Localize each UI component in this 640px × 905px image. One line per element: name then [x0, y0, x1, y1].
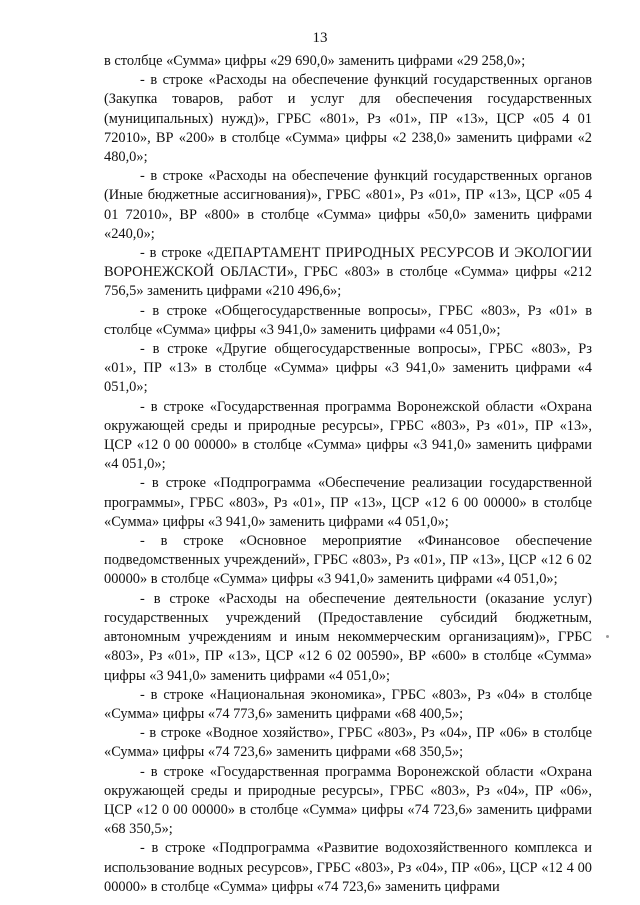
paragraph: - в строке «Расходы на обеспечение деятельности (оказание услуг) государственных учреждений (Предоставление субсидий бюджетным, автономным учреждениям и иным некоммерческим организациям)», ГРБС «803», Рз «01», ПР «13», ЦСР «12 6 02 00590», ВР «600» в столбце «Сумма» цифры «3 941,0» заменить цифрами «4 051,0»;: [104, 590, 592, 684]
paragraph: - в строке «Расходы на обеспечение функций государственных органов (Иные бюджетные ассигнования)», ГРБС «801», Рз «01», ПР «13», ЦСР «05 4 01 72010», ВР «800» в столбце «Сумма» цифры «50,0» заменить цифрами «240,0»;: [104, 168, 592, 242]
paragraph: - в строке «Другие общегосударственные вопросы», ГРБС «803», Рз «01», ПР «13» в столбце «Сумма» цифры «3 941,0» заменить цифрами «4 051,0»;: [104, 341, 592, 396]
paragraph: - в строке «Национальная экономика», ГРБС «803», Рз «04» в столбце «Сумма» цифры «74 773,6» заменить цифрами «68 400,5»;: [104, 686, 592, 722]
paragraph: - в строке «Расходы на обеспечение функций государственных органов (Закупка товаров, работ и услуг для обеспечения государственных (муниципальных) нужд)», ГРБС «801», Рз «01», ПР «13», ЦСР «05 4 01 72010», ВР «200» в столбце «Сумма» цифры «2 238,0» заменить цифрами «2 480,0»;: [104, 72, 592, 166]
paragraph: - в строке «Общегосударственные вопросы», ГРБС «803», Рз «01» в столбце «Сумма» цифры «3 941,0» заменить цифрами «4 051,0»;: [104, 302, 592, 338]
paragraph: - в строке «ДЕПАРТАМЕНТ ПРИРОДНЫХ РЕСУРСОВ И ЭКОЛОГИИ ВОРОНЕЖСКОЙ ОБЛАСТИ», ГРБС «803» в столбце «Сумма» цифры «212 756,5» заменить цифрами «210 496,6»;: [104, 245, 592, 300]
paragraph: - в строке «Основное мероприятие «Финансовое обеспечение подведомственных учреждений», ГРБС «803», Рз «01», ПР «13», ЦСР «12 6 02 00000» в столбце «Сумма» цифры «3 941,0» заменить цифрами «4 051,0»;: [104, 533, 592, 588]
paragraph: - в строке «Водное хозяйство», ГРБС «803», Рз «04», ПР «06» в столбце «Сумма» цифры «74 723,6» заменить цифрами «68 350,5»;: [104, 725, 592, 761]
scan-speck: [606, 635, 609, 638]
paragraph: - в строке «Подпрограмма «Обеспечение реализации государственной программы», ГРБС «803», Рз «01», ПР «13», ЦСР «12 6 00 00000» в столбце «Сумма» цифры «3 941,0» заменить цифрами «4 051,0»;: [104, 475, 592, 530]
document-body: [104, 52, 592, 897]
paragraph: - в строке «Подпрограмма «Развитие водохозяйственного комплекса и использование водных ресурсов», ГРБС «803», Рз «04», ПР «06», ЦСР «12 4 00 00000» в столбце «Сумма» цифры «74 723,6» заменить цифрами: [104, 840, 592, 895]
page-number: 13: [312, 30, 328, 46]
paragraph: в столбце «Сумма» цифры «29 690,0» заменить цифрами «29 258,0»;: [104, 53, 526, 69]
paragraph: - в строке «Государственная программа Воронежской области «Охрана окружающей среды и природные ресурсы», ГРБС «803», Рз «01», ПР «13», ЦСР «12 0 00 00000» в столбце «Сумма» цифры «3 941,0» заменить цифрами «4 051,0»;: [104, 398, 592, 473]
paragraph: - в строке «Государственная программа Воронежской области «Охрана окружающей среды и природные ресурсы», ГРБС «803», Рз «04», ПР «06», ЦСР «12 0 00 00000» в столбце «Сумма» цифры «74 723,6» заменить цифрами «68 350,5»;: [104, 763, 592, 838]
